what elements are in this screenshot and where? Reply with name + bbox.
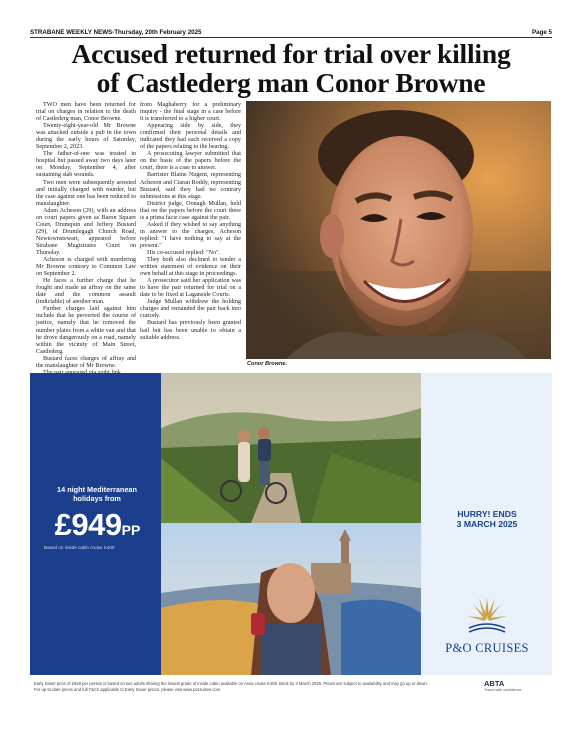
portrait-illustration: [246, 101, 551, 359]
paragraph: Barrister Blaine Nugent, representing Acheson and Ciaran Roddy, representing Bustard, said they had no contrary submissions at this stage.: [140, 172, 241, 200]
paragraph: They both also declined to tender a written statement of evidence on their own behalf at this stage in proceedings.: [140, 257, 241, 278]
paragraph: His co-accused replied: "No".: [147, 249, 221, 256]
article-column-2: [140, 102, 241, 342]
paragraph: Further charges laid against him include that he perverted the course of justice, namely that he removed the number plates from a white van and that he drove dangerously on a road, namely within the vicinity of Main Street, Castlederg.: [36, 306, 136, 355]
paragraph: District judge, Oonagh Mullan, held that on the papers before the court there is a prima facie case against the pair.: [140, 200, 241, 221]
advert-subtitle-line-2: holidays from: [73, 494, 121, 503]
headline-line-1: Accused returned for trial over killing: [71, 38, 511, 69]
article-column-1: [36, 102, 136, 377]
paragraph: The father-of-one was treated in hospital but passed away two days later on Monday, September 4, after sustaining stab wounds.: [36, 151, 136, 179]
abta-tagline: Travel with confidence: [484, 688, 522, 692]
paragraph: Asked if they wished to say anything in answer to the charges, Acheson replied: "I have nothing to say at the present.": [140, 221, 241, 249]
photo-caption: Conor Browne.: [247, 361, 288, 367]
paragraph: Bustard has previously been granted bail but has been unable to obtain a suitable address.: [140, 320, 241, 341]
advert-disclaimer: [34, 681, 474, 693]
price-suffix: PP: [121, 522, 141, 538]
advert-subtitle: [42, 485, 152, 503]
portrait-photo: [246, 101, 551, 359]
cruise-advert: [30, 373, 552, 675]
sunburst-logo-icon: [465, 594, 509, 636]
paragraph: from Maghaberry for a preliminary inquiry - the final stage in a case before it is transferred to a higher court.: [140, 102, 241, 123]
headline-line-2: of Castlederg man Conor Browne: [96, 67, 486, 98]
disclaimer-line-1: Early Saver price of £949 per person is based on two adults sharing the lowest grade of inside cabin available on Arvia cruise K409. Book by 3 March 2025. Prices are subject to availability and may go up or down.: [34, 681, 428, 686]
paper-date: STRABANE WEEKLY NEWS-Thursday, 20th February 2025: [30, 28, 202, 36]
masthead: [30, 27, 552, 37]
paragraph: TWO men have been returned for trial on charges in relation to the death of Castlederg man, Conor Browne.: [36, 102, 136, 123]
headline: [30, 39, 552, 97]
paragraph: A prosecutor said her application was to have the pair returned for trial on a date to be fixed at Laganside Courts.: [140, 278, 241, 299]
advert-photo: [161, 373, 421, 675]
paragraph: Two men were subsequently arrested and initially charged with murder, but the case against one has been reduced to manslaughter.: [36, 179, 136, 207]
price-amount: £949: [54, 507, 122, 542]
paragraph: Twenty-eight-year-old Mr Browne was attacked outside a pub in the town during the early hours of Saturday, September 2, 2023.: [36, 123, 136, 151]
deadline-line-1: HURRY! ENDS: [457, 509, 517, 519]
abta-name: ABTA: [484, 679, 505, 688]
deadline-line-2: 3 MARCH 2025: [456, 519, 518, 529]
disclaimer-line-2: For up-to-date prices and full T&Cs applicable to Early Saver prices, please visit www.pocruises.com.: [34, 687, 222, 692]
price-note: Based on inside cabin cruise K409: [44, 545, 115, 550]
paragraph: Appearing side by side, they confirmed their personal details and indicated they had each received a copy of the papers relating to the hearing.: [140, 123, 241, 151]
advert-subtitle-line-1: 14 night Mediterranean: [57, 485, 137, 494]
paragraph: Acheson is charged with murdering Mr Browne contrary to Common Law on September 2.: [36, 257, 136, 278]
brand-name: P&O CRUISES: [445, 641, 529, 655]
deadline-banner: [425, 509, 549, 529]
paragraph: A prosecuting lawyer submitted that on the basis of the papers before the court, there is a case to answer.: [140, 151, 241, 172]
paragraph: Bustard faces charges of affray and the manslaughter of Mr Browne.: [36, 355, 136, 369]
page-number: Page 5: [532, 28, 552, 36]
abta-badge: [484, 679, 544, 692]
advert-price: [40, 507, 155, 543]
paragraph: Adam Acheson (29), with an address on court papers given as Baron Square Court, Drumquin and Jeffery Bustard (29), of Drumlegagh Church Road, Newtownstewart, appeared before Strabane Magistrates Court on Thursday.: [36, 207, 136, 256]
paragraph: He faces a further charge that he fought and made an affray on the same date and the common assault (indictable) of another man.: [36, 278, 136, 306]
paragraph: Judge Mullan withdrew the holding charges and remanded the pair back into custody.: [140, 299, 241, 320]
advert-scenery: [161, 373, 421, 675]
